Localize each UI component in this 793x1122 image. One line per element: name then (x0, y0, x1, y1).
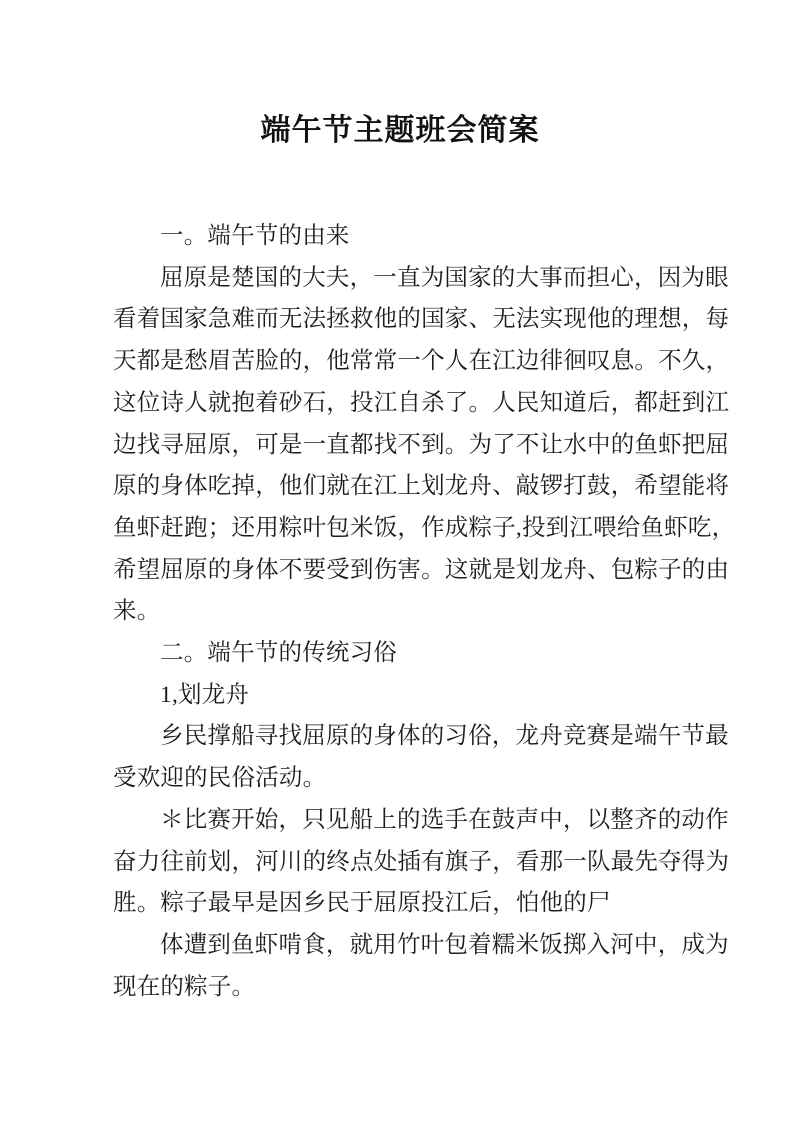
text-line: 奋力往前划，河川的终点处插有旗子，看那一队最先夺得为 (113, 848, 730, 875)
text-line: 边找寻屈原，可是一直都找不到。为了不让水中的鱼虾把屈 (113, 431, 730, 458)
text-line: 现在的粽子。 (113, 973, 256, 1000)
text-line: 受欢迎的民俗活动。 (113, 765, 327, 792)
text-line: 屈原是楚国的大夫，一直为国家的大事而担心，因为眼 (160, 264, 729, 291)
text-line: 乡民撑船寻找屈原的身体的习俗，龙舟竞赛是端午节最 (160, 723, 729, 750)
text-line: 这位诗人就抱着砂石，投江自杀了。人民知道后，都赶到江 (113, 389, 730, 416)
text-line: 天都是愁眉苦脸的，他常常一个人在江边徘徊叹息。不久， (113, 348, 730, 375)
text-line: 一。端午节的由来 (160, 223, 350, 249)
text-line: 1,划龙舟 (160, 681, 250, 708)
text-line: 看着国家急难而无法拯救他的国家、无法实现他的理想，每 (113, 306, 730, 333)
text-line: 原的身体吃掉，他们就在江上划龙舟、敲锣打鼓，希望能将 (113, 473, 730, 500)
text-line: 鱼虾赶跑；还用粽叶包米饭，作成粽子,投到江喂给鱼虾吃， (113, 514, 736, 541)
text-line: 来。 (113, 598, 161, 625)
text-line: 体遭到鱼虾啃食，就用竹叶包着糯米饭掷入河中，成为 (160, 931, 729, 958)
document-title: 端午节主题班会简案 (260, 114, 540, 147)
document-body (113, 216, 736, 1008)
text-line: ＊比赛开始，只见船上的选手在鼓声中，以整齐的动作 (160, 806, 729, 833)
text-line: 二。端午节的传统习俗 (160, 640, 397, 667)
text-line: 胜。粽子最早是因乡民于屈原投江后，怕他的尸 (113, 890, 611, 917)
text-line: 希望屈原的身体不要受到伤害。这就是划龙舟、包粽子的由 (113, 556, 730, 583)
